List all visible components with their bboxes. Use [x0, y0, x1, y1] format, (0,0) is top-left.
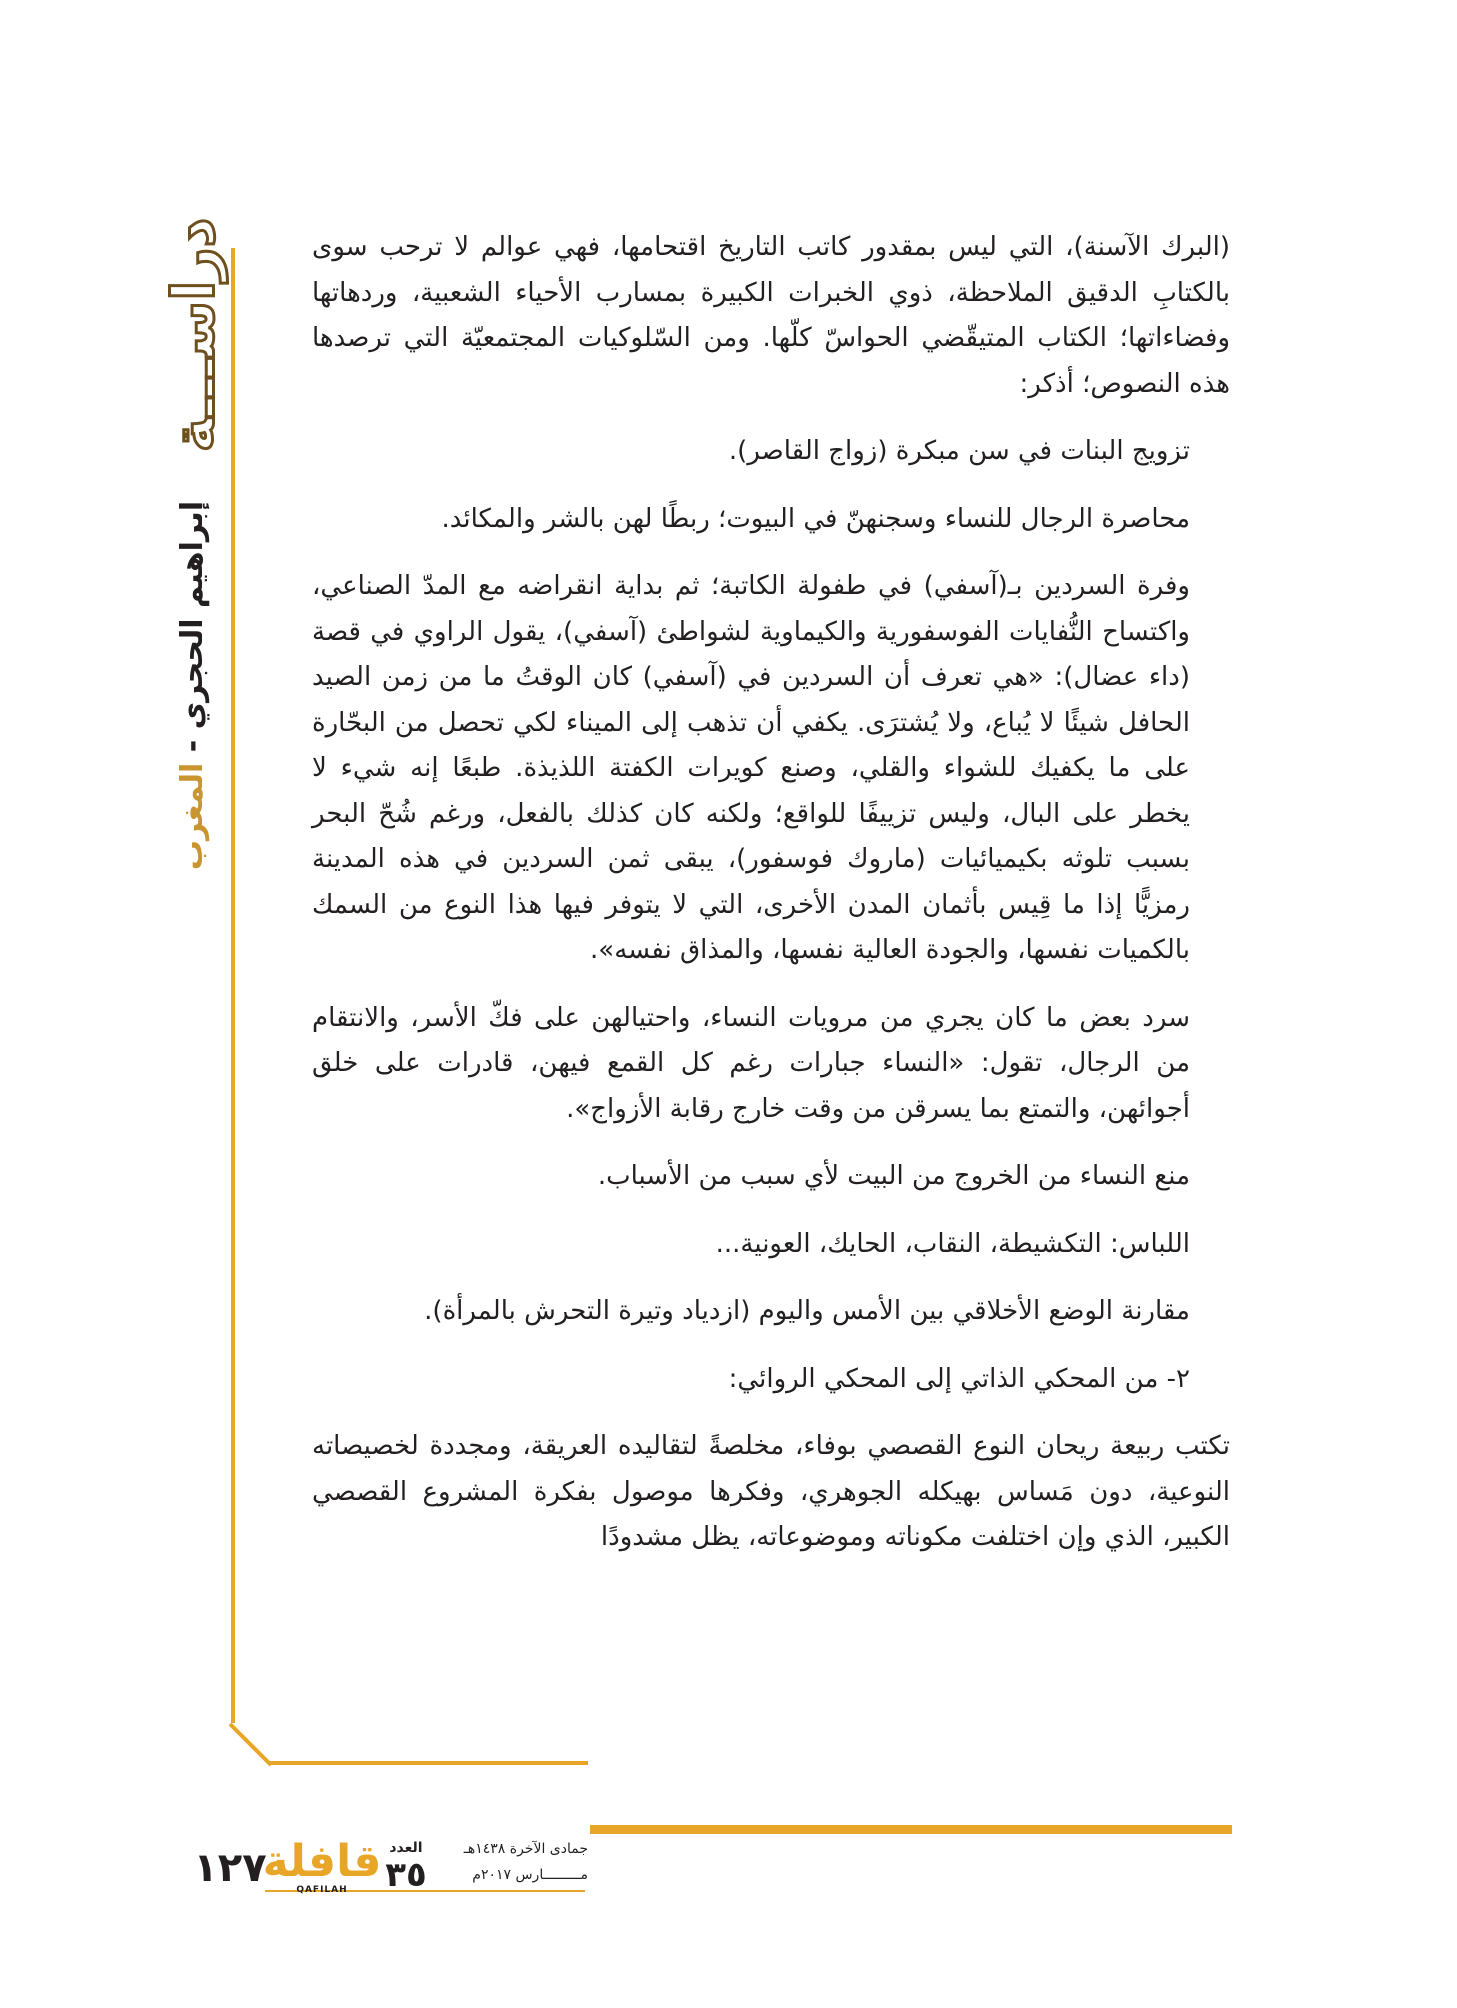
list-item: مقارنة الوضع الأخلاقي بين الأمس واليوم (ازدياد وتيرة التحرش بالمرأة).: [424, 1296, 1190, 1326]
list-item: اللباس: التكشيطة، النقاب، الحايك، العونية...: [715, 1228, 1190, 1259]
magazine-logo: [262, 1836, 382, 1898]
gregorian-date: مـــــــــارس ٢٠١٧م: [472, 1867, 588, 1883]
section-label: [159, 217, 227, 453]
paragraph: تكتب ربيعة ريحان النوع القصصي بوفاء، مخلصةً لتقاليده العريقة، ومجددة لخصيصاته النوعية، دون مَساس بهيكله الجوهري، وفكرها موصول بفكرة المشروع القصصي الكبير، الذي وإن اختلفت مكوناته وموضوعاته، يظل مشدودًا: [312, 1431, 1230, 1552]
list-item: محاصرة الرجال للنساء وسجنهنّ في البيوت؛ ربطًا لهن بالشر والمكائد.: [441, 503, 1190, 534]
list-item-paragraph: وفرة السردين بـ(آسفي) في طفولة الكاتبة؛ ثم بداية انقراضه مع المدّ الصناعي، واكتساح النُّفايات الفوسفورية والكيماوية لشواطئ (آسفي)، يقول الراوي في قصة (داء عضال): «هي تعرف أن السردين في (آسفي) كان الوقتُ ما من زمن الصيد الحافل شيئًا لا يُباع، ولا يُشترَى. يكفي أن تذهب إلى الميناء لكي تحصل من البحّارة على ما يكفيك للشواء والقلي، وصنع كويرات الكفتة اللذيذة. طبعًا إنه شيء لا يخطر على البال، وليس تزييفًا للواقع؛ ولكنه كان كذلك بالفعل، ورغم شُحّ البحر بسبب تلوثه بكيميائيات (ماروك فوسفور)، يبقى ثمن السردين في هذه المدينة رمزيًّا إذا ما قِيس بأثمان المدن الأخرى، التي لا يتوفر فيها هذا النوع من السمك بالكميات نفسها، والجودة العالية نفسها، والمذاق نفسه».: [312, 571, 1190, 965]
footer-rule-left: [268, 1761, 588, 1765]
section-label-text: دراســـة: [159, 217, 227, 453]
issue-dates: [448, 1836, 588, 1892]
page-number: ١٢٧: [193, 1845, 267, 1891]
list-item: منع النساء من الخروج من البيت لأي سبب من الأسباب.: [597, 1161, 1190, 1191]
footer-bar: [590, 1825, 1232, 1834]
issue-label: العدد: [389, 1840, 423, 1856]
issue-block: [368, 1836, 444, 1896]
sidebar-rule-corner: [229, 1723, 273, 1767]
sidebar-rule: [231, 248, 235, 1723]
paragraph: (البرك الآسنة)، التي ليس بمقدور كاتب التاريخ اقتحامها، فهي عوالم لا ترحب سوى بالكتابِ الدقيق الملاحظة، ذوي الخبرات الكبيرة بمسارب الأحياء الشعبية، وردهاتها وفضاءاتها؛ الكتاب المتيقّضي الحواسّ كلّها. ومن السّلوكيات المجتمعيّة التي ترصدها هذه النصوص؛ أذكر:: [312, 232, 1230, 399]
issue-number: ٣٥: [385, 1855, 427, 1895]
section-heading: ٢- من المحكي الذاتي إلى المحكي الروائي:: [728, 1363, 1190, 1394]
article-body: [312, 225, 1230, 1583]
list-item-paragraph: سرد بعض ما كان يجري من مرويات النساء، واحتيالهن على فكّ الأسر، والانتقام من الرجال، تقول: «النساء جبارات رغم كل القمع فيهن، قادرات على خلق أجوائهن، والتمتع بما يسرقن من وقت خارج رقابة الأزواج».: [312, 1002, 1190, 1124]
magazine-logo-text: قافلة: [262, 1836, 382, 1887]
byline: [165, 450, 221, 920]
author-name: إبراهيم الحجري -: [175, 500, 211, 763]
hijri-date: جمادى الآخرة ١٤٣٨هـ: [463, 1841, 588, 1857]
list-item: تزويج البنات في سن مبكرة (زواج القاصر).: [728, 436, 1190, 466]
magazine-logo-latin: QAFILAH: [296, 1885, 348, 1895]
author-country: المغرب: [175, 762, 211, 870]
